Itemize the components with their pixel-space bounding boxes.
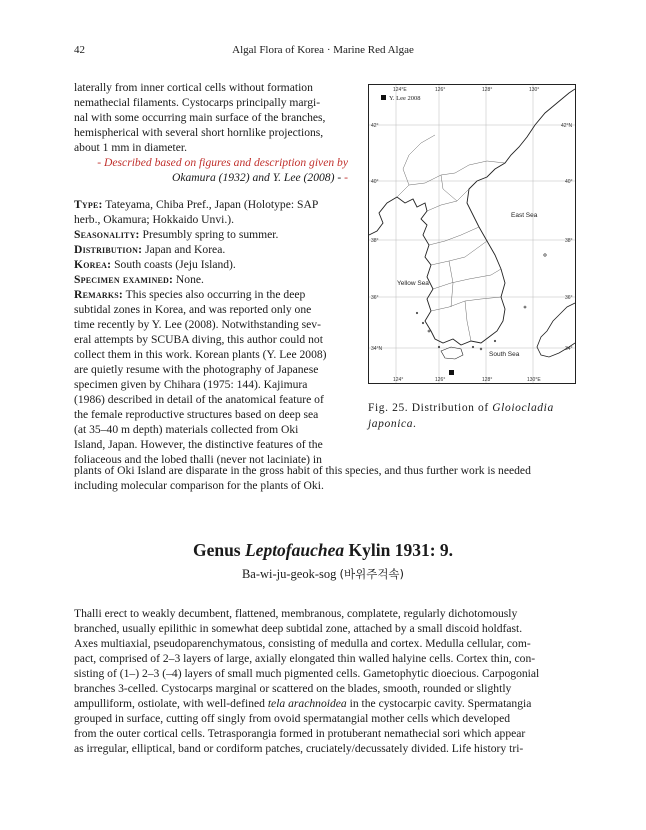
- top-tick: 126°: [435, 87, 446, 93]
- right-tick: 40°: [565, 179, 573, 185]
- genus-name: Leptofauchea: [244, 540, 345, 560]
- description-line: [74, 696, 574, 711]
- text-line: nal with some occurring main surface of the branches,: [74, 111, 326, 124]
- left-tick: 42°: [371, 123, 379, 129]
- described-note-dash: -: [341, 171, 348, 184]
- remarks-label: Remarks:: [74, 288, 123, 301]
- remarks-line: collect them in this work. Korean plants (Y. Lee 2008): [74, 348, 327, 361]
- top-tick: 124°E: [393, 87, 407, 93]
- left-tick: 36°: [371, 295, 379, 301]
- seasonality-line: [74, 227, 348, 242]
- description-line: branched, usually epilithic in somewhat deep subtidal zone, attached by a small discoid holdfast.: [74, 622, 523, 635]
- remarks-line: (at 35–40 m depth) materials collected from Oki: [74, 423, 299, 436]
- label-south-sea: South Sea: [489, 351, 520, 358]
- korea-label: Korea:: [74, 258, 112, 271]
- remarks-line: [74, 287, 348, 302]
- description-text: ampulliform, ostiolate, with well-defined tela arachnoidea in the cystocarpic cavity. Spermatangia: [74, 697, 532, 710]
- text-line: hemispherical with several short hornlike projections,: [74, 126, 324, 139]
- description-line: grouped in surface, cutting off singly from ovoid spermatangial mother cells which developed: [74, 712, 511, 725]
- page-number: 42: [74, 44, 85, 56]
- caption-end: .: [413, 418, 417, 430]
- figure-caption: [368, 400, 578, 432]
- specimen-line: [74, 272, 348, 287]
- remarks-line: foliaceous and the lobed thalli (never not laciniate) in: [74, 453, 322, 466]
- description-line: sisting of (1–) 2–3 (–4) layers of small much pigmented cells. Gametophytic dioecious. Carpogonial: [74, 667, 540, 680]
- genus-heading: [0, 540, 646, 561]
- korean-romanized: Ba-wi-ju-geok-sog: [241, 567, 337, 581]
- genus-prefix: Genus: [192, 540, 245, 560]
- korea-text: South coasts (Jeju Island).: [111, 258, 236, 271]
- genus-description: [74, 606, 574, 756]
- described-note-line: [74, 170, 348, 185]
- caption-species: japonica: [368, 418, 414, 430]
- remarks-line: time recently by Y. Lee (2008). Notwithstanding sev-: [74, 318, 321, 331]
- record-marker: [449, 370, 454, 375]
- text-line: nemathecial filaments. Cystocarps principally margi-: [74, 96, 321, 109]
- remarks-line: the female reproductive structures based on deep sea: [74, 408, 319, 421]
- remarks-line: (1986) described in detail of the anatomical feature of: [74, 393, 324, 406]
- seasonality-text: Presumbly spring to summer.: [139, 228, 279, 241]
- specimen-label: Specimen examined:: [74, 273, 174, 286]
- coastline: [369, 89, 575, 345]
- description-line: branches 3-celled. Cystocarps marginal or scattered on the blades, smooth, rounded or slightly: [74, 682, 512, 695]
- type-line: herb., Okamura; Hokkaido Unvi.).: [74, 213, 235, 226]
- distribution-line: [74, 242, 348, 257]
- remarks-line: specimen given by Chihara (1975: 144). Kajimura: [74, 378, 308, 391]
- top-tick: 128°: [482, 87, 493, 93]
- remarks-continuation: [74, 463, 574, 493]
- bottom-tick: 130°E: [527, 377, 541, 383]
- legend-marker: [381, 95, 386, 100]
- remarks-line: subtidal zones in Korea, and was reported only one: [74, 303, 312, 316]
- remarks-line: including molecular comparison for the plants of Oki.: [74, 479, 324, 492]
- genus-korean: [0, 566, 646, 582]
- korea-line: [74, 257, 348, 272]
- described-note-line: [74, 155, 348, 170]
- described-note-2: Okamura (1932) and Y. Lee (2008) -: [171, 171, 342, 184]
- remarks-line: Island, Japan. However, the distinctive features of the: [74, 438, 323, 451]
- right-tick: 42°N: [561, 123, 573, 129]
- province-borders: [397, 135, 505, 341]
- type-text: Tateyama, Chiba Pref., Japan (Holotype: SAP: [102, 198, 319, 211]
- left-tick: 40°: [371, 179, 379, 185]
- distribution-label: Distribution:: [74, 243, 143, 256]
- remarks-line: eral attempts by SCUBA diving, this author could not: [74, 333, 323, 346]
- text-line: about 1 mm in diameter.: [74, 141, 188, 154]
- korean-hangul: (바위주걱속): [339, 567, 405, 581]
- described-note-1: - Described based on figures and description given by: [97, 156, 348, 169]
- bottom-tick: 124°: [393, 377, 404, 383]
- distribution-map: [368, 84, 576, 384]
- type-label: Type:: [74, 198, 103, 211]
- right-tick: 38°: [565, 238, 573, 244]
- label-east-sea: East Sea: [511, 212, 538, 219]
- top-tick: 130°: [529, 87, 540, 93]
- caption-species: Gloiocladia: [492, 402, 554, 414]
- italic-term: tela arachnoidea: [267, 697, 347, 710]
- description-line: from the outer cortical cells. Tetrasporangia formed in protuberant nemathecial sori which appear: [74, 727, 526, 740]
- type-line: [74, 197, 348, 212]
- genus-suffix: Kylin 1931: 9.: [344, 540, 454, 560]
- graticule: [369, 85, 575, 383]
- description-line: as irregular, elliptical, band or cordiform patches, cruciately/decussately divided. Life history tri-: [74, 742, 524, 755]
- map-legend: Y. Lee 2008: [389, 95, 421, 102]
- remarks-text: This species also occurring in the deep: [122, 288, 306, 301]
- label-yellow-sea: Yellow Sea: [397, 280, 429, 287]
- description-line: Thalli erect to weakly decumbent, flattened, membranous, complatete, regularly dichotomously: [74, 607, 518, 620]
- right-tick: 34°: [565, 346, 573, 352]
- left-tick: 38°: [371, 238, 379, 244]
- specimen-text: None.: [173, 273, 204, 286]
- description-line: Axes multiaxial, pseudoparenchymatous, consisting of medulla and cortex. Medulla cellular, com-: [74, 637, 531, 650]
- bottom-tick: 128°: [482, 377, 493, 383]
- distribution-text: Japan and Korea.: [142, 243, 226, 256]
- running-title: Algal Flora of Korea · Marine Red Algae: [232, 44, 414, 56]
- remarks-line: plants of Oki Island are disparate in the gross habit of this species, and thus further work is needed: [74, 464, 531, 477]
- bottom-tick: 126°: [435, 377, 446, 383]
- seasonality-label: Seasonality:: [74, 228, 140, 241]
- left-column: [74, 80, 348, 467]
- text-line: laterally from inner cortical cells without formation: [74, 81, 313, 94]
- caption-prefix: Fig. 25. Distribution of: [368, 402, 493, 414]
- right-tick: 36°: [565, 295, 573, 301]
- left-tick: 34°N: [371, 346, 383, 352]
- remarks-line: are quietly resume with the photography of Japanese: [74, 363, 319, 376]
- description-line: pact, comprised of 2–3 layers of large, axially elongated thin walled halyine cells. Cortex thin, con-: [74, 652, 536, 665]
